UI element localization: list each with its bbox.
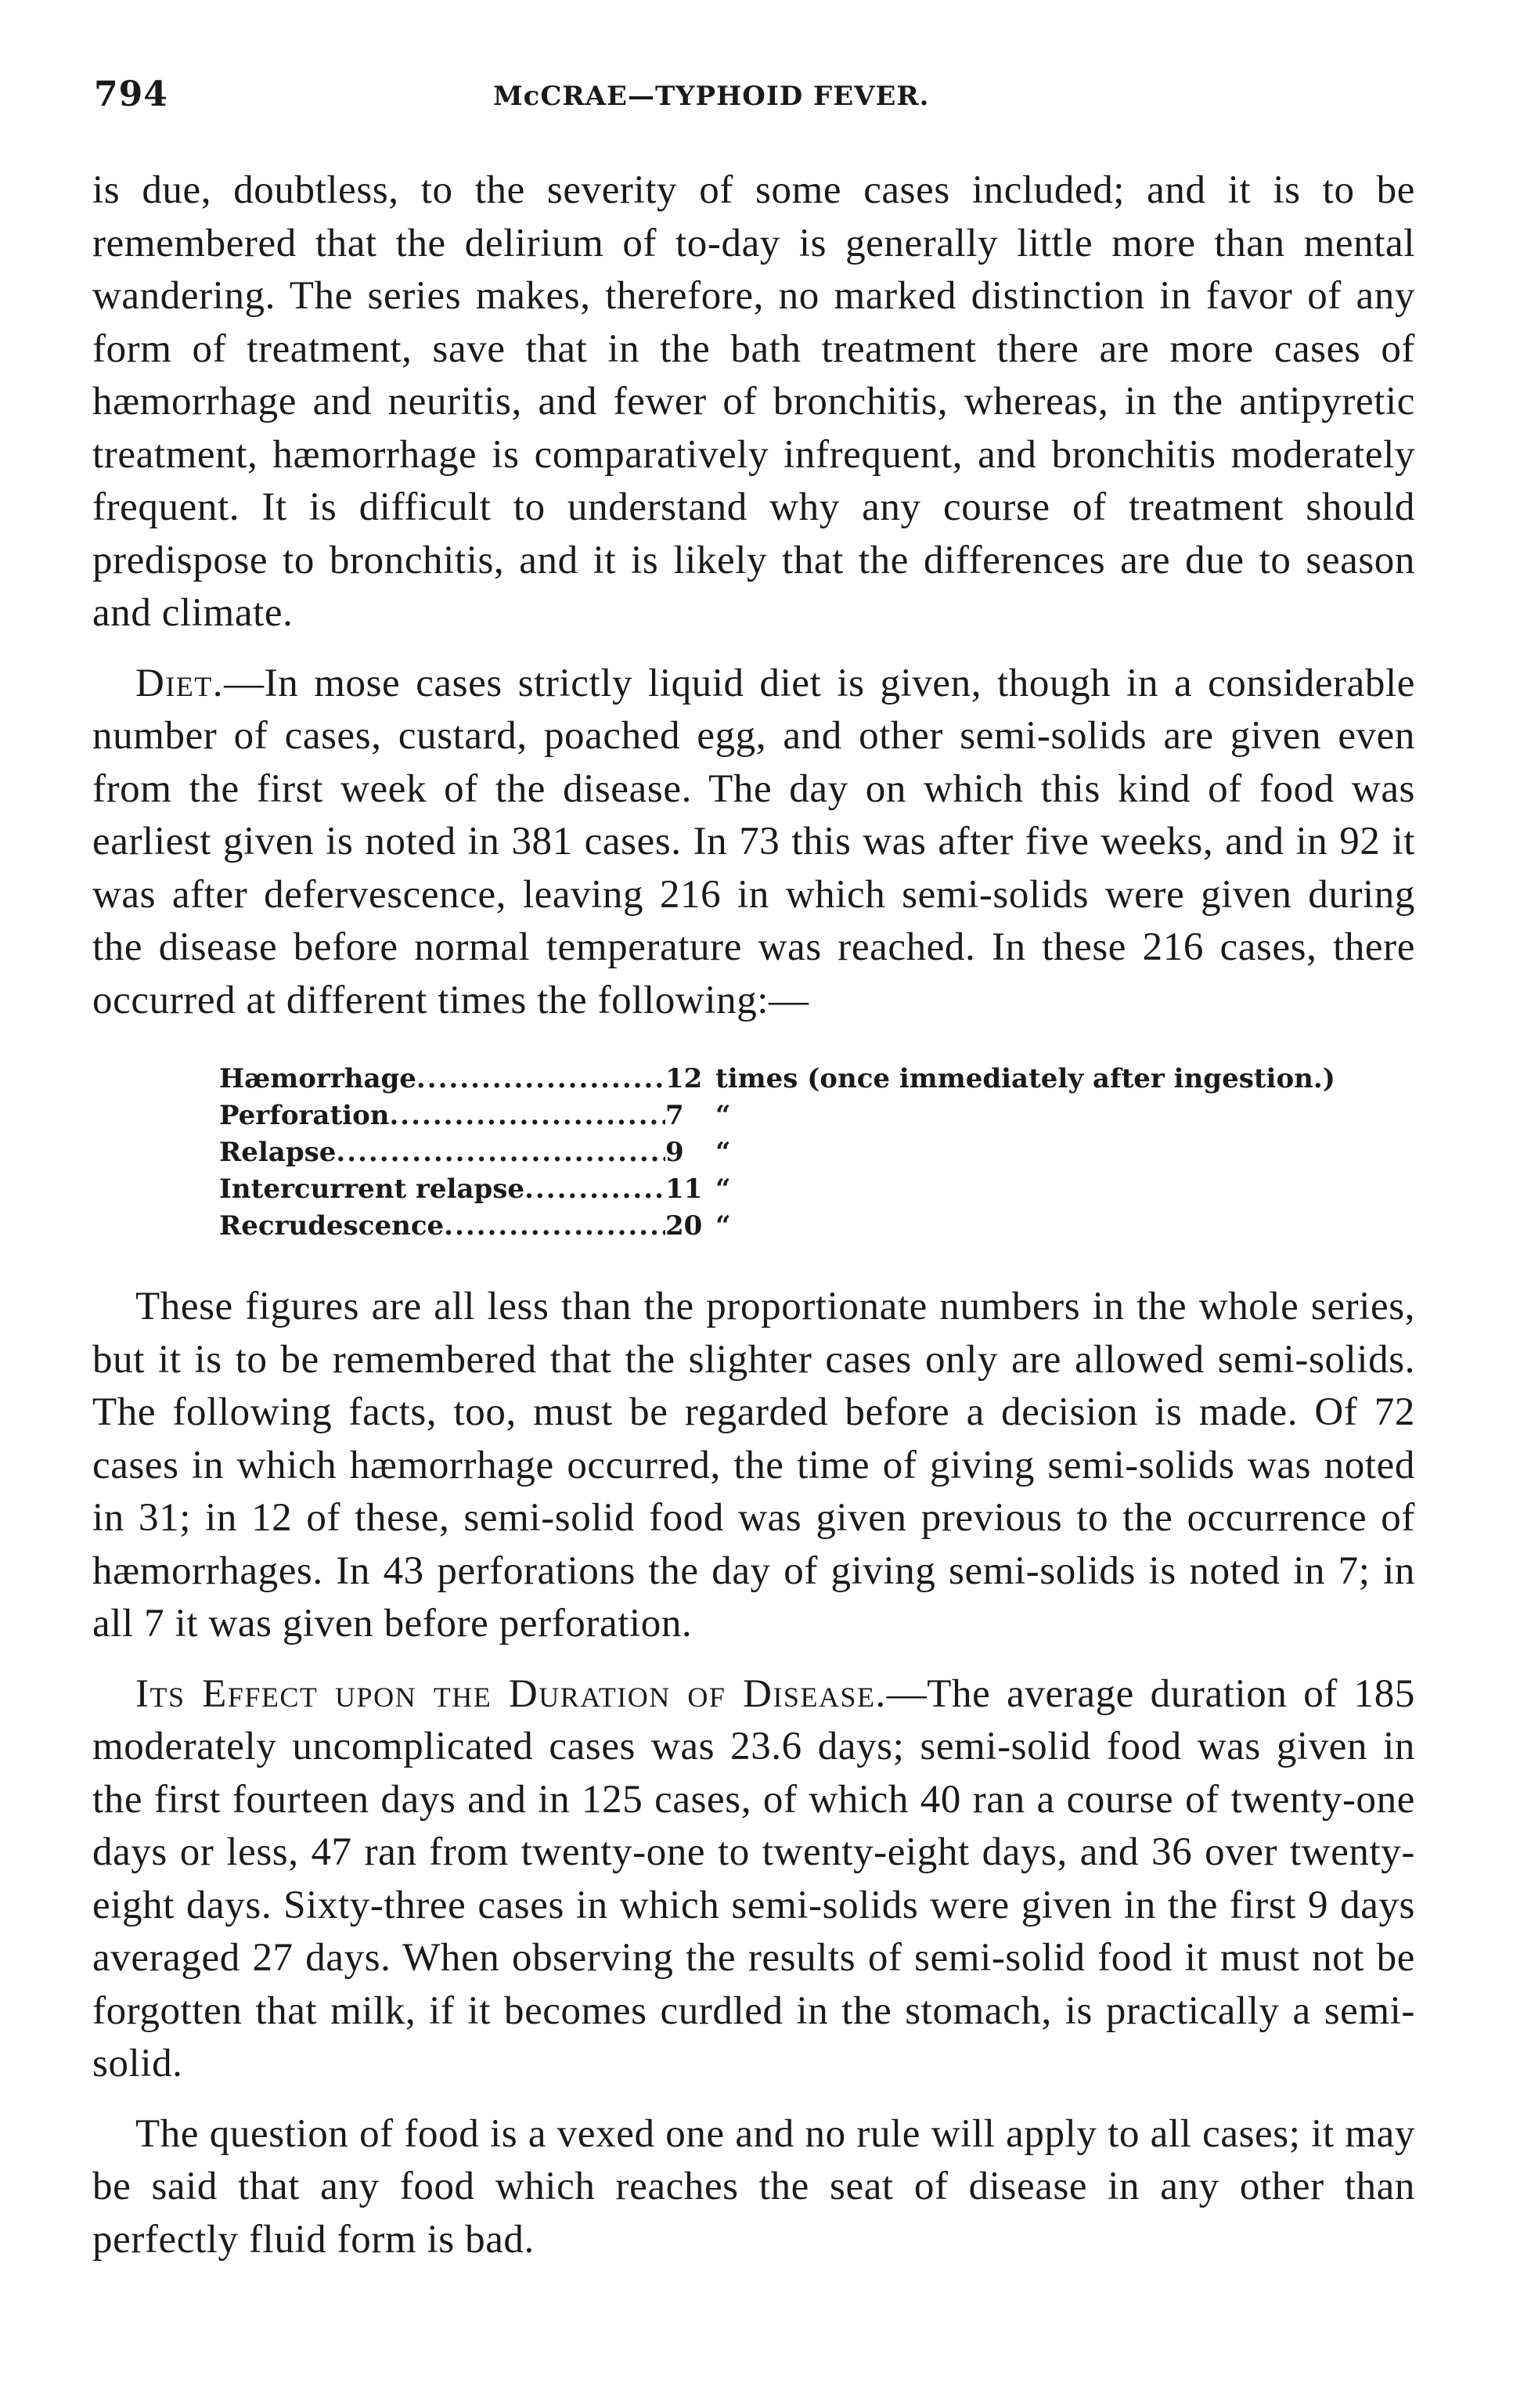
complication-count: 20 xyxy=(665,1210,703,1242)
complication-note: “ xyxy=(715,1173,731,1205)
section-heading-diet: Diet. xyxy=(135,661,225,705)
complication-count: 9 xyxy=(665,1137,684,1168)
complication-label: Relapse xyxy=(219,1137,337,1168)
section-heading-duration: Its Effect upon the Duration of Disease. xyxy=(135,1671,887,1716)
complication-count: 12 xyxy=(665,1063,703,1094)
dot-leader xyxy=(444,1208,665,1245)
list-item xyxy=(219,1061,1415,1098)
complication-label: Hæmorrhage xyxy=(219,1063,416,1094)
page-number: 794 xyxy=(94,74,168,114)
complications-list xyxy=(219,1061,1415,1245)
complication-label: Intercurrent relapse xyxy=(219,1173,525,1205)
list-item xyxy=(219,1208,1415,1245)
list-item xyxy=(219,1171,1415,1208)
dot-leader xyxy=(524,1171,665,1208)
complication-note: “ xyxy=(715,1137,731,1168)
complication-note: “ xyxy=(715,1210,731,1242)
text-column xyxy=(92,164,1415,2266)
list-item xyxy=(219,1134,1415,1171)
paragraph-figures: These figures are all less than the proportionate numbers in the whole series, but it is to be remembered that the slighter cases only are allowed semi-solids. The following facts, too, must be regarded before a decision is made. Of 72 cases in which hæmorrhage occurred, the time of giving semi-solids was noted in 31; in 12 of these, semi-solid food was given previous to the occurrence of hæmorrhages. In 43 perforations the day of giving semi-solids is noted in 7; in all 7 it was given before perforation. xyxy=(92,1285,1415,1646)
complication-label: Recrudescence xyxy=(219,1210,445,1242)
paragraph-duration-effect xyxy=(92,1668,1415,2091)
diet-text: —In mose cases strictly liquid diet is given, though in a considerable number of cases, custard, poached egg, and other semi-solids are given even from the first week of the disease. The day on which this kind of food was earliest given is noted in 381 cases. In 73 this was after five weeks, and in 92 it was after defervescence, leaving 216 in which semi-solids were given during the disease before normal temperature was reached. In these 216 cases, there occurred at different times the following:— xyxy=(92,661,1415,1022)
duration-text: —The average duration of 185 moderately uncomplicated cases was 23.6 days; semi-solid food was given in the first fourteen days and in 125 cases, of which 40 ran a course of twenty-one days or less, 47 ran from twenty-one to twenty-eight days, and 36 over twenty-eight days. Sixty-three cases in which semi-solids were given in the first 9 days averaged 27 days. When observing the results of semi-solid food it must not be forgotten that milk, if it becomes curdled in the stomach, is practically a semi-solid. xyxy=(92,1671,1415,2085)
complication-count: 11 xyxy=(665,1173,703,1205)
paragraph-treatment-comparison: is due, doubtless, to the severity of some cases included; and it is to be remembered that the delirium of to-day is generally little more than mental wandering. The series makes, therefore, no marked distinction in favor of any form of treatment, save that in the bath treatment there are more cases of hæmorrhage and neuritis, and fewer of bronchitis, whereas, in the antipyretic treatment, hæmorrhage is comparatively infrequent, and bronchitis moderately frequent. It is difficult to understand why any course of treatment should predispose to bronchitis, and it is likely that the differences are due to season and climate. xyxy=(92,168,1415,635)
complication-note: “ xyxy=(715,1100,731,1131)
running-head xyxy=(94,74,1425,129)
paragraph-diet xyxy=(92,658,1415,1028)
complication-count: 7 xyxy=(665,1100,684,1131)
running-title: McCRAE—TYPHOID FEVER. xyxy=(493,81,930,112)
paragraph-food-question: The question of food is a vexed one and no rule will apply to all cases; it may be said that any food which reaches the seat of disease in any other than perfectly fluid form is bad. xyxy=(92,2111,1415,2262)
dot-leader xyxy=(336,1134,665,1171)
complication-label: Perforation xyxy=(219,1100,390,1131)
complication-note: times (once immediately after ingestion.) xyxy=(715,1063,1335,1094)
dot-leader xyxy=(416,1061,665,1098)
list-item xyxy=(219,1098,1415,1134)
dot-leader xyxy=(389,1098,665,1134)
